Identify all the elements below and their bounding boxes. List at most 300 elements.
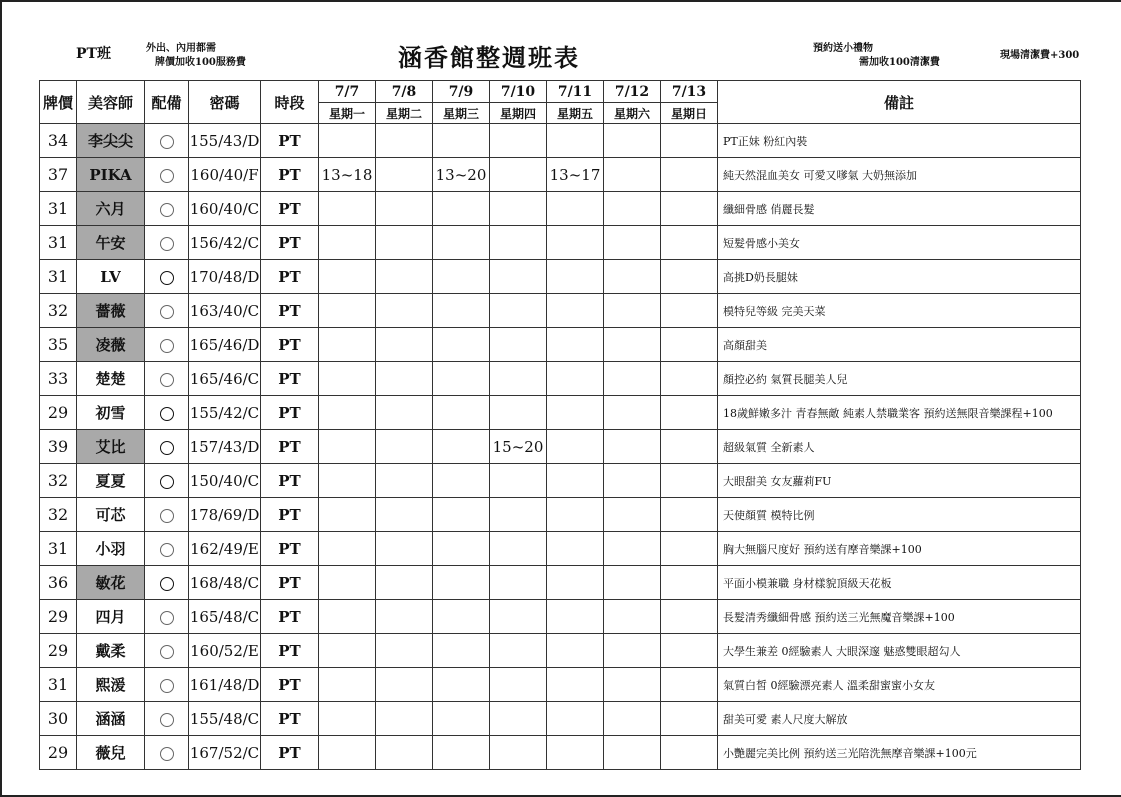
stylist-name: 涵涵 bbox=[77, 702, 145, 736]
match-cell bbox=[145, 600, 189, 634]
table-row bbox=[40, 736, 1081, 770]
circle-icon bbox=[160, 271, 174, 285]
period-cell: PT bbox=[261, 192, 319, 226]
match-cell bbox=[145, 328, 189, 362]
schedule-slot bbox=[376, 566, 433, 600]
schedule-slot bbox=[661, 328, 718, 362]
schedule-slot bbox=[490, 600, 547, 634]
table-row bbox=[40, 464, 1081, 498]
schedule-slot bbox=[490, 668, 547, 702]
schedule-slot bbox=[604, 192, 661, 226]
schedule-slot bbox=[319, 532, 376, 566]
schedule-slot bbox=[433, 430, 490, 464]
schedule-slot bbox=[661, 532, 718, 566]
header-weekday: 星期一 bbox=[319, 103, 376, 124]
service-note-line-2: 牌價加收100服務費 bbox=[155, 57, 246, 68]
table-row bbox=[40, 362, 1081, 396]
schedule-slot bbox=[433, 736, 490, 770]
schedule-slot bbox=[604, 634, 661, 668]
schedule-slot bbox=[490, 328, 547, 362]
period-cell: PT bbox=[261, 226, 319, 260]
schedule-slot bbox=[604, 566, 661, 600]
table-row bbox=[40, 158, 1081, 192]
schedule-slot bbox=[433, 260, 490, 294]
header-period: 時段 bbox=[261, 81, 319, 124]
booking-note-line-1: 預約送小禮物 bbox=[813, 43, 873, 54]
code-cell: 156/42/C bbox=[189, 226, 261, 260]
match-cell bbox=[145, 260, 189, 294]
circle-icon bbox=[160, 135, 174, 149]
schedule-slot bbox=[490, 396, 547, 430]
header-date: 7/8 bbox=[376, 81, 433, 103]
schedule-slot bbox=[604, 362, 661, 396]
remark-cell: 氣質白皙 0經驗漂亮素人 溫柔甜蜜蜜小女友 bbox=[718, 668, 1081, 702]
page-title: 涵香館整週班表 bbox=[398, 43, 580, 72]
header-date: 7/10 bbox=[490, 81, 547, 103]
schedule-slot bbox=[547, 430, 604, 464]
schedule-slot bbox=[433, 600, 490, 634]
match-cell bbox=[145, 566, 189, 600]
header-stylist: 美容師 bbox=[77, 81, 145, 124]
schedule-slot bbox=[661, 362, 718, 396]
schedule-slot bbox=[490, 736, 547, 770]
code-cell: 160/40/C bbox=[189, 192, 261, 226]
table-row bbox=[40, 668, 1081, 702]
schedule-slot bbox=[319, 124, 376, 158]
cleaning-fee-note: 現場清潔費+300 bbox=[1000, 50, 1080, 61]
code-cell: 162/49/E bbox=[189, 532, 261, 566]
price-cell: 32 bbox=[40, 464, 77, 498]
schedule-slot: 13~20 bbox=[433, 158, 490, 192]
header-weekday: 星期日 bbox=[661, 103, 718, 124]
circle-icon bbox=[160, 577, 174, 591]
schedule-slot bbox=[319, 668, 376, 702]
price-cell: 32 bbox=[40, 498, 77, 532]
price-cell: 29 bbox=[40, 736, 77, 770]
schedule-slot bbox=[376, 736, 433, 770]
match-cell bbox=[145, 396, 189, 430]
schedule-slot bbox=[547, 634, 604, 668]
schedule-slot bbox=[376, 192, 433, 226]
schedule-slot bbox=[547, 498, 604, 532]
stylist-name: 薔薇 bbox=[77, 294, 145, 328]
table-row bbox=[40, 396, 1081, 430]
shift-label: PT班 bbox=[76, 46, 111, 62]
match-cell bbox=[145, 464, 189, 498]
stylist-name: 李尖尖 bbox=[77, 124, 145, 158]
circle-icon bbox=[160, 237, 174, 251]
schedule-slot bbox=[604, 124, 661, 158]
schedule-slot bbox=[319, 294, 376, 328]
schedule-slot bbox=[547, 464, 604, 498]
schedule-slot bbox=[319, 736, 376, 770]
schedule-slot bbox=[490, 192, 547, 226]
period-cell: PT bbox=[261, 600, 319, 634]
schedule-slot bbox=[547, 328, 604, 362]
period-cell: PT bbox=[261, 668, 319, 702]
match-cell bbox=[145, 294, 189, 328]
stylist-name: 可芯 bbox=[77, 498, 145, 532]
stylist-name: 戴柔 bbox=[77, 634, 145, 668]
schedule-slot bbox=[433, 464, 490, 498]
remark-cell: PT正妹 粉紅內裝 bbox=[718, 124, 1081, 158]
remark-cell: 模特兒等級 完美天菜 bbox=[718, 294, 1081, 328]
schedule-slot bbox=[376, 532, 433, 566]
price-cell: 31 bbox=[40, 668, 77, 702]
match-cell bbox=[145, 668, 189, 702]
schedule-slot bbox=[604, 260, 661, 294]
schedule-slot bbox=[490, 566, 547, 600]
schedule-slot bbox=[547, 736, 604, 770]
schedule-slot bbox=[604, 328, 661, 362]
schedule-slot bbox=[433, 226, 490, 260]
match-cell bbox=[145, 124, 189, 158]
schedule-slot bbox=[376, 702, 433, 736]
header-price: 牌價 bbox=[40, 81, 77, 124]
schedule-slot bbox=[319, 192, 376, 226]
code-cell: 160/40/F bbox=[189, 158, 261, 192]
schedule-slot bbox=[376, 464, 433, 498]
schedule-slot bbox=[661, 498, 718, 532]
schedule-slot bbox=[604, 464, 661, 498]
schedule-slot bbox=[490, 634, 547, 668]
schedule-slot bbox=[661, 566, 718, 600]
schedule-slot bbox=[490, 294, 547, 328]
price-cell: 39 bbox=[40, 430, 77, 464]
circle-icon bbox=[160, 679, 174, 693]
header-date: 7/12 bbox=[604, 81, 661, 103]
code-cell: 161/48/D bbox=[189, 668, 261, 702]
period-cell: PT bbox=[261, 396, 319, 430]
schedule-slot bbox=[604, 668, 661, 702]
schedule-slot bbox=[661, 464, 718, 498]
schedule-slot bbox=[661, 226, 718, 260]
remark-cell: 平面小模兼職 身材樣貌頂級天花板 bbox=[718, 566, 1081, 600]
schedule-slot bbox=[490, 532, 547, 566]
price-cell: 36 bbox=[40, 566, 77, 600]
header-date: 7/11 bbox=[547, 81, 604, 103]
schedule-slot: 13~17 bbox=[547, 158, 604, 192]
code-cell: 157/43/D bbox=[189, 430, 261, 464]
schedule-slot bbox=[376, 634, 433, 668]
schedule-slot bbox=[547, 260, 604, 294]
table-row bbox=[40, 226, 1081, 260]
price-cell: 37 bbox=[40, 158, 77, 192]
schedule-slot bbox=[490, 464, 547, 498]
schedule-slot bbox=[433, 702, 490, 736]
schedule-slot bbox=[433, 668, 490, 702]
schedule-slot bbox=[604, 396, 661, 430]
schedule-slot bbox=[661, 192, 718, 226]
header-code: 密碼 bbox=[189, 81, 261, 124]
schedule-slot: 15~20 bbox=[490, 430, 547, 464]
schedule-body bbox=[40, 124, 1081, 770]
schedule-slot bbox=[547, 702, 604, 736]
booking-note-line-2: 需加收100清潔費 bbox=[859, 57, 940, 68]
header-remark: 備註 bbox=[718, 81, 1081, 124]
table-row bbox=[40, 430, 1081, 464]
circle-icon bbox=[160, 441, 174, 455]
period-cell: PT bbox=[261, 362, 319, 396]
stylist-name: LV bbox=[77, 260, 145, 294]
schedule-slot bbox=[376, 158, 433, 192]
schedule-slot bbox=[490, 124, 547, 158]
match-cell bbox=[145, 430, 189, 464]
circle-icon bbox=[160, 713, 174, 727]
table-row bbox=[40, 532, 1081, 566]
code-cell: 170/48/D bbox=[189, 260, 261, 294]
remark-cell: 純天然混血美女 可愛又嗲氣 大奶無添加 bbox=[718, 158, 1081, 192]
period-cell: PT bbox=[261, 702, 319, 736]
schedule-slot bbox=[490, 260, 547, 294]
circle-icon bbox=[160, 475, 174, 489]
schedule-slot bbox=[661, 430, 718, 464]
period-cell: PT bbox=[261, 736, 319, 770]
schedule-slot bbox=[319, 634, 376, 668]
circle-icon bbox=[160, 203, 174, 217]
price-cell: 29 bbox=[40, 396, 77, 430]
price-cell: 35 bbox=[40, 328, 77, 362]
stylist-name: 午安 bbox=[77, 226, 145, 260]
header-weekday: 星期二 bbox=[376, 103, 433, 124]
schedule-slot bbox=[547, 532, 604, 566]
schedule-slot bbox=[319, 328, 376, 362]
schedule-slot bbox=[376, 260, 433, 294]
code-cell: 165/46/D bbox=[189, 328, 261, 362]
schedule-slot bbox=[376, 600, 433, 634]
schedule-slot bbox=[376, 430, 433, 464]
schedule-slot bbox=[433, 192, 490, 226]
header-date: 7/9 bbox=[433, 81, 490, 103]
schedule-slot bbox=[604, 294, 661, 328]
weekly-schedule-table bbox=[39, 80, 1081, 770]
remark-cell: 大學生兼差 0經驗素人 大眼深邃 魅惑雙眼超勾人 bbox=[718, 634, 1081, 668]
circle-icon bbox=[160, 747, 174, 761]
stylist-name: 小羽 bbox=[77, 532, 145, 566]
circle-icon bbox=[160, 373, 174, 387]
stylist-name: 薇兒 bbox=[77, 736, 145, 770]
circle-icon bbox=[160, 339, 174, 353]
period-cell: PT bbox=[261, 124, 319, 158]
schedule-slot bbox=[547, 124, 604, 158]
schedule-slot bbox=[433, 498, 490, 532]
schedule-slot bbox=[490, 702, 547, 736]
service-note-line-1: 外出、內用都需 bbox=[146, 43, 216, 54]
code-cell: 165/46/C bbox=[189, 362, 261, 396]
schedule-slot bbox=[604, 498, 661, 532]
code-cell: 165/48/C bbox=[189, 600, 261, 634]
match-cell bbox=[145, 498, 189, 532]
schedule-slot bbox=[604, 158, 661, 192]
schedule-slot bbox=[604, 736, 661, 770]
schedule-slot bbox=[490, 362, 547, 396]
schedule-slot bbox=[376, 294, 433, 328]
price-cell: 31 bbox=[40, 226, 77, 260]
price-cell: 31 bbox=[40, 532, 77, 566]
schedule-slot bbox=[376, 124, 433, 158]
schedule-slot bbox=[547, 362, 604, 396]
price-cell: 32 bbox=[40, 294, 77, 328]
schedule-slot bbox=[661, 158, 718, 192]
header-weekday: 星期三 bbox=[433, 103, 490, 124]
schedule-slot bbox=[661, 736, 718, 770]
schedule-slot bbox=[604, 702, 661, 736]
schedule-slot bbox=[547, 396, 604, 430]
code-cell: 160/52/E bbox=[189, 634, 261, 668]
schedule-slot bbox=[433, 532, 490, 566]
schedule-slot bbox=[661, 396, 718, 430]
schedule-slot bbox=[547, 226, 604, 260]
table-row bbox=[40, 634, 1081, 668]
schedule-slot bbox=[490, 498, 547, 532]
table-row bbox=[40, 498, 1081, 532]
price-cell: 31 bbox=[40, 192, 77, 226]
period-cell: PT bbox=[261, 260, 319, 294]
period-cell: PT bbox=[261, 532, 319, 566]
schedule-slot bbox=[661, 260, 718, 294]
schedule-slot bbox=[604, 600, 661, 634]
remark-cell: 胸大無腦尺度好 預約送有摩音樂課+100 bbox=[718, 532, 1081, 566]
header-weekday: 星期五 bbox=[547, 103, 604, 124]
schedule-slot bbox=[319, 260, 376, 294]
period-cell: PT bbox=[261, 464, 319, 498]
schedule-slot bbox=[319, 362, 376, 396]
stylist-name: 熙湲 bbox=[77, 668, 145, 702]
match-cell bbox=[145, 226, 189, 260]
schedule-slot bbox=[319, 430, 376, 464]
period-cell: PT bbox=[261, 158, 319, 192]
schedule-slot bbox=[319, 396, 376, 430]
schedule-slot bbox=[376, 328, 433, 362]
schedule-slot bbox=[433, 396, 490, 430]
schedule-slot bbox=[319, 702, 376, 736]
schedule-slot bbox=[376, 498, 433, 532]
schedule-slot bbox=[490, 226, 547, 260]
price-cell: 34 bbox=[40, 124, 77, 158]
code-cell: 178/69/D bbox=[189, 498, 261, 532]
schedule-slot bbox=[547, 668, 604, 702]
code-cell: 155/48/C bbox=[189, 702, 261, 736]
circle-icon bbox=[160, 407, 174, 421]
schedule-slot bbox=[547, 192, 604, 226]
remark-cell: 天使顏質 模特比例 bbox=[718, 498, 1081, 532]
header-date: 7/13 bbox=[661, 81, 718, 103]
table-row bbox=[40, 328, 1081, 362]
table-row bbox=[40, 192, 1081, 226]
table-row bbox=[40, 260, 1081, 294]
table-row bbox=[40, 600, 1081, 634]
circle-icon bbox=[160, 169, 174, 183]
schedule-slot bbox=[604, 430, 661, 464]
match-cell bbox=[145, 158, 189, 192]
schedule-slot bbox=[376, 362, 433, 396]
stylist-name: 凌薇 bbox=[77, 328, 145, 362]
schedule-slot bbox=[661, 294, 718, 328]
price-cell: 29 bbox=[40, 600, 77, 634]
stylist-name: 艾比 bbox=[77, 430, 145, 464]
circle-icon bbox=[160, 305, 174, 319]
stylist-name: 楚楚 bbox=[77, 362, 145, 396]
match-cell bbox=[145, 362, 189, 396]
code-cell: 163/40/C bbox=[189, 294, 261, 328]
period-cell: PT bbox=[261, 498, 319, 532]
schedule-slot bbox=[661, 634, 718, 668]
price-cell: 30 bbox=[40, 702, 77, 736]
code-cell: 155/43/D bbox=[189, 124, 261, 158]
schedule-slot bbox=[433, 362, 490, 396]
schedule-slot bbox=[604, 226, 661, 260]
stylist-name: 敏花 bbox=[77, 566, 145, 600]
price-cell: 29 bbox=[40, 634, 77, 668]
circle-icon bbox=[160, 611, 174, 625]
remark-cell: 長髮清秀纖細骨感 預約送三光無魔音樂課+100 bbox=[718, 600, 1081, 634]
schedule-slot bbox=[547, 294, 604, 328]
schedule-slot bbox=[547, 566, 604, 600]
match-cell bbox=[145, 736, 189, 770]
code-cell: 168/48/C bbox=[189, 566, 261, 600]
period-cell: PT bbox=[261, 328, 319, 362]
header-weekday: 星期四 bbox=[490, 103, 547, 124]
schedule-slot bbox=[376, 396, 433, 430]
schedule-slot bbox=[319, 498, 376, 532]
match-cell bbox=[145, 634, 189, 668]
stylist-name: 六月 bbox=[77, 192, 145, 226]
remark-cell: 甜美可愛 素人尺度大解放 bbox=[718, 702, 1081, 736]
header-date: 7/7 bbox=[319, 81, 376, 103]
code-cell: 150/40/C bbox=[189, 464, 261, 498]
schedule-slot bbox=[661, 124, 718, 158]
remark-cell: 高挑D奶長腿妹 bbox=[718, 260, 1081, 294]
schedule-slot bbox=[661, 668, 718, 702]
period-cell: PT bbox=[261, 294, 319, 328]
schedule-slot bbox=[661, 600, 718, 634]
schedule-slot bbox=[319, 566, 376, 600]
code-cell: 167/52/C bbox=[189, 736, 261, 770]
schedule-slot bbox=[433, 634, 490, 668]
stylist-name: 四月 bbox=[77, 600, 145, 634]
circle-icon bbox=[160, 509, 174, 523]
price-cell: 31 bbox=[40, 260, 77, 294]
price-cell: 33 bbox=[40, 362, 77, 396]
remark-cell: 顏控必約 氣質長腿美人兒 bbox=[718, 362, 1081, 396]
period-cell: PT bbox=[261, 430, 319, 464]
header-match: 配備 bbox=[145, 81, 189, 124]
table-row bbox=[40, 566, 1081, 600]
schedule-slot bbox=[376, 668, 433, 702]
schedule-slot bbox=[319, 226, 376, 260]
header-weekday: 星期六 bbox=[604, 103, 661, 124]
schedule-slot bbox=[547, 600, 604, 634]
table-row bbox=[40, 702, 1081, 736]
circle-icon bbox=[160, 543, 174, 557]
schedule-slot bbox=[433, 124, 490, 158]
schedule-slot bbox=[319, 600, 376, 634]
remark-cell: 短髮骨感小美女 bbox=[718, 226, 1081, 260]
remark-cell: 超級氣質 全新素人 bbox=[718, 430, 1081, 464]
schedule-slot bbox=[376, 226, 433, 260]
remark-cell: 小艷麗完美比例 預約送三光陪洗無摩音樂課+100元 bbox=[718, 736, 1081, 770]
schedule-slot bbox=[433, 328, 490, 362]
schedule-slot bbox=[604, 532, 661, 566]
code-cell: 155/42/C bbox=[189, 396, 261, 430]
schedule-slot bbox=[319, 464, 376, 498]
stylist-name: PIKA bbox=[77, 158, 145, 192]
schedule-slot bbox=[433, 566, 490, 600]
period-cell: PT bbox=[261, 634, 319, 668]
stylist-name: 夏夏 bbox=[77, 464, 145, 498]
circle-icon bbox=[160, 645, 174, 659]
schedule-slot bbox=[490, 158, 547, 192]
